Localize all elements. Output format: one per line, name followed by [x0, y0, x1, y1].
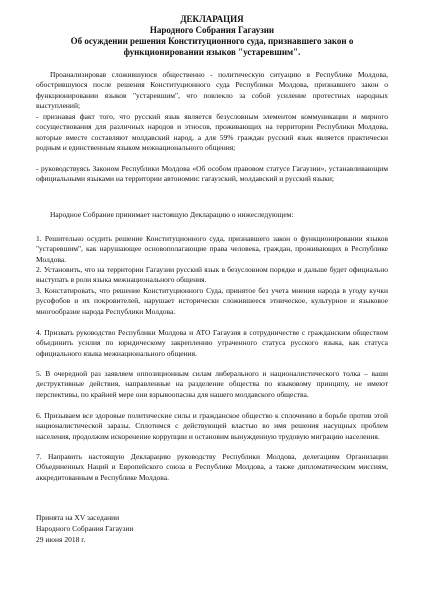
footer-assembly: Народного Собрания Гагаузии	[36, 524, 134, 533]
intro-paragraph-1	[36, 70, 388, 111]
item-4: 4. Призвать руководство Республики Молдова и АТО Гагаузия в сотрудничестве с гражданским обществом объединить усилия по юридическому закреплению утраченного статуса русского языка, как статуса официального языка межнационального общения.	[36, 328, 388, 358]
document-author: Народного Собрания Гагаузии	[149, 25, 275, 35]
intro-paragraph-1-text: Проанализировав сложившуюся общественно - политическую ситуацию в Республике Молдова, обострившуюся после решения Конституционного суда Республики Молдова, признавшего закон о функционировании языков "устаревшим", что повлекло за собой усиление протестных народных выступлений;	[36, 70, 388, 110]
adoption-statement-text: Народное Собрание принимает настоящую Декларацию о нижеследующем:	[50, 210, 294, 219]
intro-paragraph-3: - руководствуясь Законом Республики Молдова «Об особом правовом статусе Гагаузии», устанавливающим официальными языками на территории автономии: гагаузский, молдавский и русский языки;	[36, 164, 388, 184]
footer-adopted-at: Принята на XV заседании	[36, 513, 120, 522]
item-5: 5. В очередной раз заявляем оппозиционным силам либерального и националистического толка – ваши деструктивные действия, направленные на разделение общества по языковому принципу, не имеют перспективы, по крайней мере они взрывоопасны для нашего молдавского общества.	[36, 369, 388, 399]
item-7: 7. Направить настоящую Декларацию руководству Республики Молдова, делегациям Организации Объединенных Наций и Европейского союза в Республике Молдова, а также дипломатическим миссиям, аккредитованным в Республике Молдова.	[36, 452, 388, 482]
document-subject-line-2: функционировании языков "устаревшим".	[123, 47, 301, 57]
adoption-statement	[36, 210, 388, 220]
footer-date: 29 июня 2018 г.	[36, 535, 86, 544]
document-title: ДЕКЛАРАЦИЯ	[180, 14, 244, 24]
intro-paragraph-2: - признавая факт того, что русский язык является безусловным элементом коммуникации и мирного сосуществования для различных народов и этносов, проживающих на территории Республики Молдова, которые вместе составляют молдавский народ, а для 59% граждан русский язык является практически родным и единственным языком межнационального общения;	[36, 112, 388, 152]
item-3: 3. Констатировать, что решение Конституционного Суда, принятое без учета мнения народа в угоду кучки русофобов и их покровителей, нарушает исторически сложившееся этническое, культурное и языковое многообразие народа Республики Молдова.	[36, 286, 388, 316]
document-subject-line-1: Об осуждении решения Конституционного суда, признавшего закон о	[70, 36, 354, 46]
item-1: 1. Решительно осудить решение Конституционного суда, признавшего закон о функционировании языков "устаревшим", как нарушающее основополагающие права человека, граждан, проживающих в Республике Молдова.	[36, 234, 388, 264]
item-2: 2. Установить, что на территории Гагаузии русский язык в безусловном порядке и дальше будет официально выступать в роли языка межнационального общения.	[36, 265, 388, 285]
item-6: 6. Призываем все здоровые политические силы и гражданское общество к сплочению в борьбе против этой националистической заразы. Сплотимся с действующей властью во имя решения насущных проблем населения, продолжим искоренение коррупции и остановим вынужденную трудовую миграцию населения.	[36, 411, 388, 441]
